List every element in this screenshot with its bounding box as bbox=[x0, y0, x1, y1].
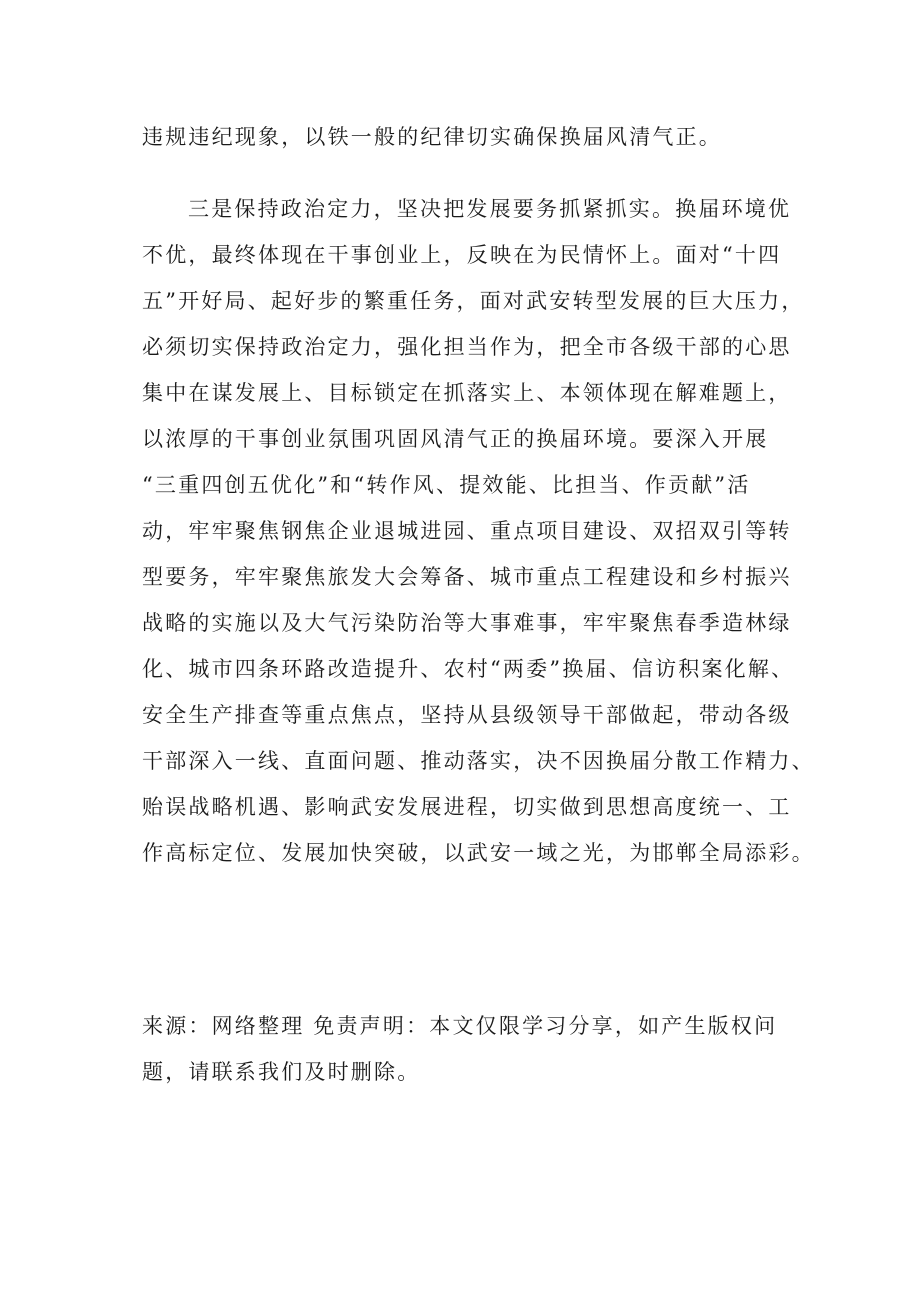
paragraph-line: 以浓厚的干事创业氛围巩固风清气正的换届环境。要深入开展 bbox=[142, 427, 769, 451]
paragraph-line: 不优，最终体现在干事创业上，反映在为民情怀上。面对“十四 bbox=[142, 243, 782, 267]
paragraph-line: 贻误战略机遇、影响武安发展进程，切实做到思想高度统一、工 bbox=[142, 795, 792, 819]
paragraph-line: “三重四创五优化”和“转作风、提效能、比担当、作贡献”活 bbox=[142, 473, 751, 497]
paragraph-line: 化、城市四条环路改造提升、农村“两委”换届、信访积案化解、 bbox=[142, 657, 795, 681]
source-disclaimer-line: 题，请联系我们及时删除。 bbox=[142, 1060, 421, 1084]
paragraph-line: 必须切实保持政治定力，强化担当作为，把全市各级干部的心思 bbox=[142, 335, 792, 359]
paragraph-line: 安全生产排查等重点焦点，坚持从县级领导干部做起，带动各级 bbox=[142, 703, 792, 727]
paragraph-line: 型要务，牢牢聚焦旅发大会筹备、城市重点工程建设和乡村振兴 bbox=[142, 565, 792, 589]
paragraph-line: 战略的实施以及大气污染防治等大事难事，牢牢聚焦春季造林绿 bbox=[142, 611, 792, 635]
paragraph-line: 动，牢牢聚焦钢焦企业退城进园、重点项目建设、双招双引等转 bbox=[142, 519, 792, 543]
paragraph-line: 五”开好局、起好步的繁重任务，面对武安转型发展的巨大压力， bbox=[142, 289, 805, 313]
paragraph-line: 干部深入一线、直面问题、推动落实，决不因换届分散工作精力、 bbox=[142, 749, 815, 773]
continuation-line: 违规违纪现象，以铁一般的纪律切实确保换届风清气正。 bbox=[142, 125, 722, 149]
paragraph-line: 集中在谋发展上、目标锁定在抓落实上、本领体现在解难题上， bbox=[142, 381, 792, 405]
paragraph-line: 作高标定位、发展加快突破，以武安一域之光，为邯郸全局添彩。 bbox=[142, 841, 815, 865]
source-disclaimer-line: 来源：网络整理 免责声明：本文仅限学习分享，如产生版权问 bbox=[142, 1014, 778, 1038]
paragraph-line: 三是保持政治定力，坚决把发展要务抓紧抓实。换届环境优 bbox=[188, 197, 792, 221]
